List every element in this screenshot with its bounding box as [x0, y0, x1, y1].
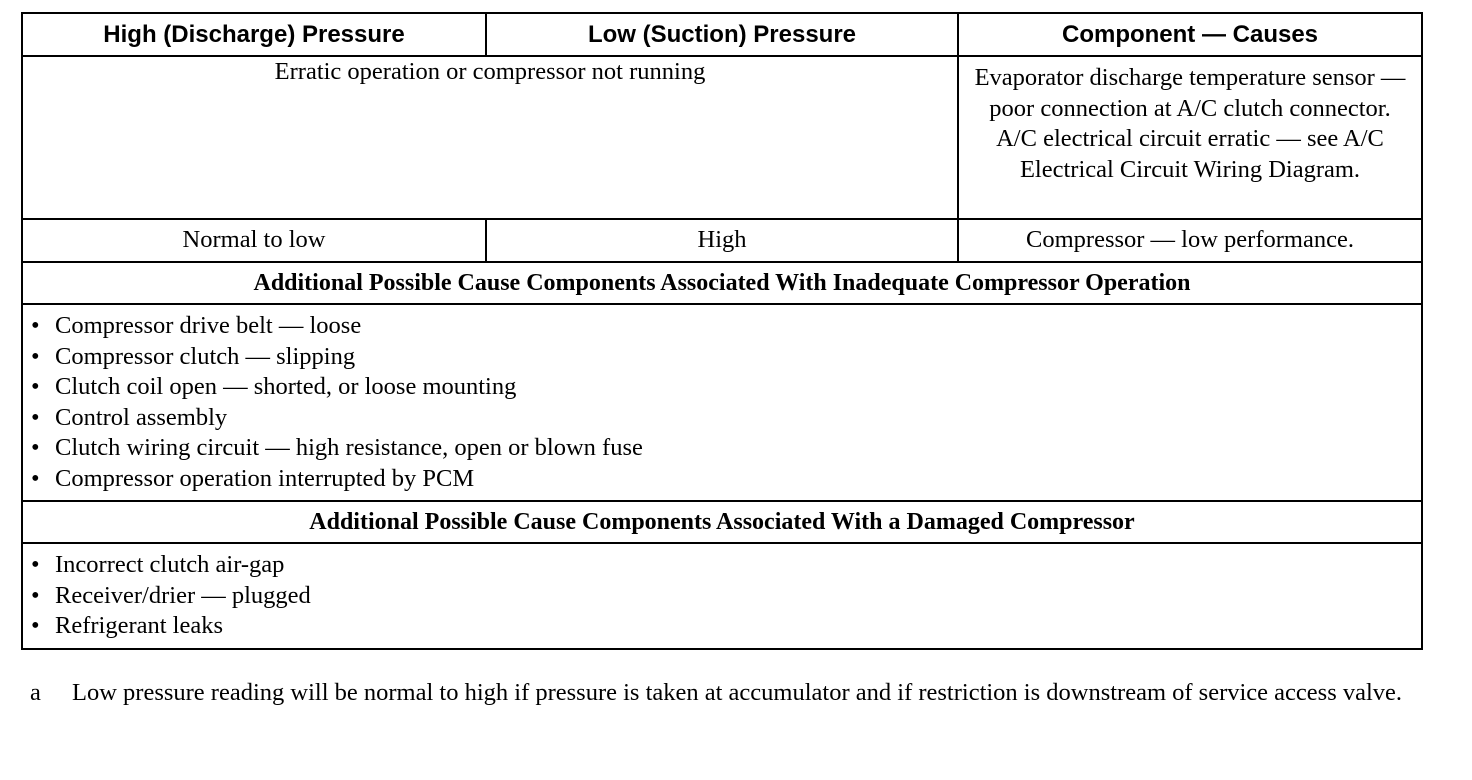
causes-text: Evaporator discharge temperature sensor — poor connection at A/C clutch connector. A/C electrical circuit erratic — see A/C Electrical Circuit Wiring Diagram.	[974, 64, 1406, 183]
header-component-causes: Component — Causes	[958, 13, 1422, 56]
inadequate-operation-list-cell	[22, 304, 1422, 501]
section-heading-inadequate-operation: Additional Possible Cause Components Associated With Inadequate Compressor Operation	[22, 262, 1422, 304]
inadequate-operation-list	[31, 311, 1421, 494]
list-item-text: Control assembly	[55, 403, 228, 431]
list-item-text: Refrigerant leaks	[55, 612, 224, 639]
bullet-icon: •	[31, 434, 40, 461]
causes-cell	[958, 56, 1422, 219]
list-item	[31, 342, 1421, 373]
bullet-icon: •	[31, 581, 40, 609]
list-item-text: Clutch coil open — shorted, or loose mounting	[55, 373, 517, 400]
list-item	[31, 611, 1421, 642]
list-item-text: Receiver/drier — plugged	[55, 581, 311, 609]
symptom-cell: Erratic operation or compressor not running	[22, 56, 958, 219]
list-item-text: Compressor operation interrupted by PCM	[55, 464, 475, 492]
causes-cell: Compressor — low performance.	[958, 219, 1422, 262]
bullet-icon: •	[31, 612, 40, 639]
table-row	[22, 56, 1422, 219]
bullet-icon: •	[31, 403, 40, 431]
bullet-icon: •	[31, 342, 40, 370]
footnote	[30, 677, 1420, 708]
list-item-text: Clutch wiring circuit — high resistance, open or blown fuse	[55, 434, 643, 461]
list-item-text: Incorrect clutch air-gap	[55, 551, 285, 578]
header-low-pressure: Low (Suction) Pressure	[486, 13, 958, 56]
section-heading-damaged-compressor: Additional Possible Cause Components Associated With a Damaged Compressor	[22, 501, 1422, 543]
header-high-pressure: High (Discharge) Pressure	[22, 13, 486, 56]
bullet-icon: •	[31, 373, 40, 400]
list-item-text: Compressor clutch — slipping	[55, 342, 356, 370]
section-list-row	[22, 304, 1422, 501]
damaged-compressor-list-cell	[22, 543, 1422, 649]
list-item	[31, 581, 1421, 612]
footnote-marker: a	[30, 679, 41, 706]
list-item	[31, 550, 1421, 581]
footnote-text: Low pressure reading will be normal to high if pressure is taken at accumulator and if restriction is downstream of service access valve.	[72, 679, 1403, 706]
section-list-row	[22, 543, 1422, 649]
diagnosis-table	[21, 12, 1423, 650]
list-item	[31, 311, 1421, 342]
bullet-icon: •	[31, 551, 40, 578]
bullet-icon: •	[31, 312, 40, 339]
high-pressure-cell: Normal to low	[22, 219, 486, 262]
bullet-icon: •	[31, 464, 40, 492]
damaged-compressor-list	[31, 550, 1421, 642]
list-item	[31, 464, 1421, 495]
low-pressure-cell: High	[486, 219, 958, 262]
list-item-text: Compressor drive belt — loose	[55, 312, 362, 339]
list-item	[31, 433, 1421, 464]
section-heading-row	[22, 262, 1422, 304]
list-item	[31, 403, 1421, 434]
list-item	[31, 372, 1421, 403]
table-header-row	[22, 13, 1422, 56]
section-heading-row	[22, 501, 1422, 543]
table-row	[22, 219, 1422, 262]
